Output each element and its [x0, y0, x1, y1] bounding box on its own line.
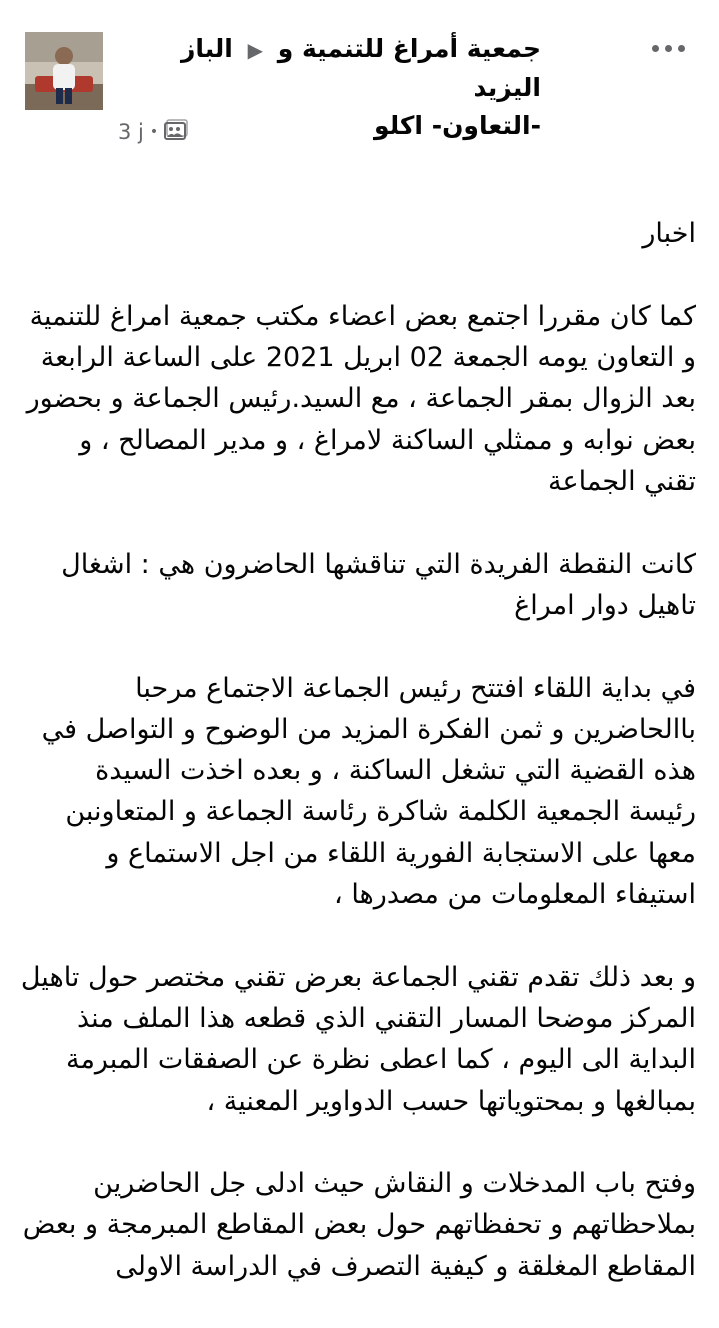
play-icon: ▶ — [247, 38, 263, 62]
author-name-line2[interactable]: -التعاون- اكلو — [374, 111, 541, 140]
paragraph: وفتح باب المدخلات و النقاش حيث ادلى جل الحاضرين بملاحظاتهم و تحفظاتهم حول بعض المقاطع المبرمجة و بعض المقاطع المغلقة و كيفية التصرف في الدراسة الاولى — [22, 1168, 696, 1282]
post-body — [20, 172, 696, 1328]
paragraph: كما كان مقررا اجتمع بعض اعضاء مكتب جمعية امراغ للتنمية و التعاون يومه الجمعة 02 ابريل 2021 على الساعة الرابعة بعد الزوال بمقر الجماعة ، مع السيد.رئيس الجماعة و بحضور بعض نوابه و ممثلي الساكنة لامراغ ، و مدير المصالح ، و تقني الجماعة — [26, 300, 696, 498]
paragraph-heading: اخبار — [642, 218, 696, 250]
paragraph: و بعد ذلك تقدم تقني الجماعة بعرض تقني مختصر حول تاهيل المركز موضحا المسار التقني الذي قطعه هذا الملف منذ البداية الى اليوم ، كما اعطى نظرة عن الصفقات المبرمة بمبالغها و بمحتوياتها حسب الدواوير المعنية ، — [20, 961, 696, 1117]
avatar-photo — [25, 32, 103, 110]
paragraph: في بداية اللقاء افتتح رئيس الجماعة الاجتماع مرحبا باالحاضرين و ثمن الفكرة المزيد من الوضوح و التواصل في هذه القضية التي تشغل الساكنة ، و بعده اخذت السيدة رئيسة الجمعية الكلمة شاكرة رئاسة الجماعة و المتعاونبن معها على الاستجابة الفورية اللقاء من اجل الاستماع و استيفاء المعلومات من مصدرها ، — [41, 672, 696, 911]
post-header — [0, 0, 719, 160]
paragraph: كانت النقطة الفريدة التي تناقشها الحاضرون هي : اشغال تاهيل دوار امراغ — [61, 548, 696, 621]
more-horizontal-icon-dot — [665, 45, 672, 52]
avatar[interactable] — [25, 32, 103, 110]
more-horizontal-icon — [652, 45, 659, 52]
author-name-part1[interactable]: جمعية أمراغ للتنمية و — [277, 34, 541, 63]
author-name-part2[interactable]: الباز اليزيد — [180, 34, 541, 102]
meta-separator: • — [149, 124, 159, 140]
post-meta — [118, 118, 188, 146]
post-timestamp[interactable]: 3 j — [118, 120, 144, 144]
more-options-button[interactable] — [640, 30, 696, 66]
more-horizontal-icon-dot — [678, 45, 685, 52]
photo-group-icon[interactable] — [164, 119, 188, 146]
